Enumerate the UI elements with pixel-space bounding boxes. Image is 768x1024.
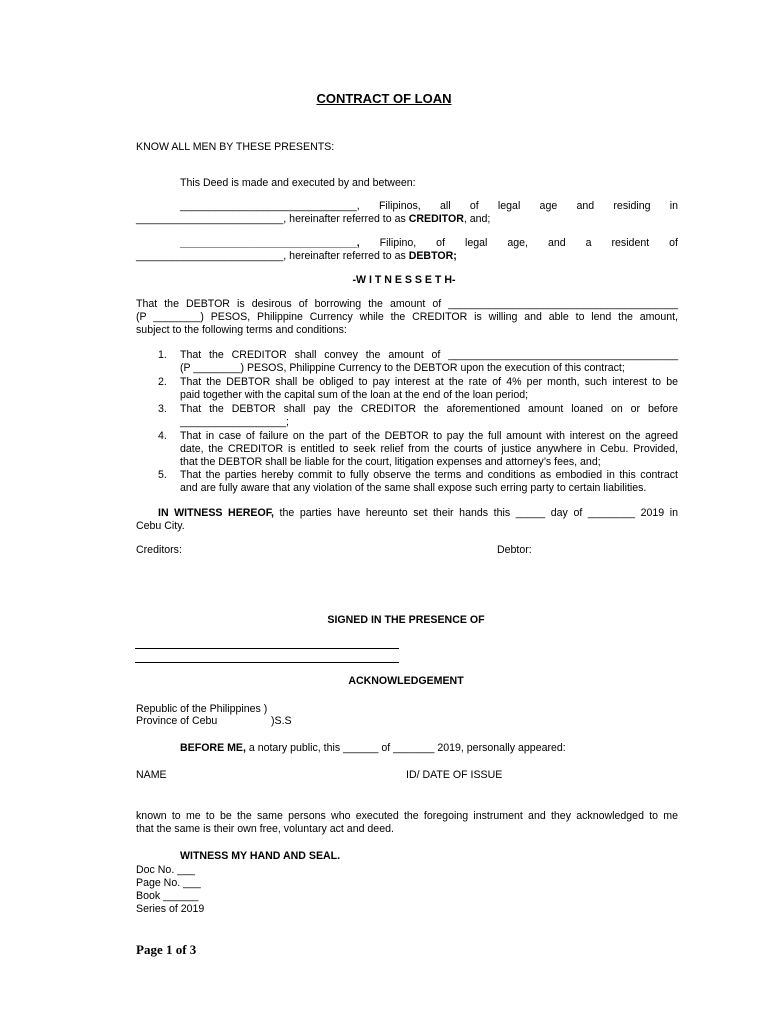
notary-doc-no: Doc No. ___ [136,864,195,876]
witness-signature-line [135,662,399,663]
venue-province: Province of Cebu [136,715,218,727]
notary-page-no: Page No. ___ [136,877,201,889]
paragraph-line-2: (P ________) PESOS, Philippine Currency while the CREDITOR is willing and able to lend the amount, [136,311,678,323]
term-3-line-2: __________________; [180,416,289,428]
term-number: 3. [158,403,167,415]
creditor-line-1: ______________________________, Filipinos, all of legal age and residing in [180,200,678,212]
term-4-line-2: date, the CREDITOR is entitled to seek relief from the courts of justice anywhere in Cebu. Provided, [180,443,678,455]
document-title: CONTRACT OF LOAN [316,91,452,106]
term-number: 4. [158,430,167,442]
venue-republic: Republic of the Philippines ) [136,703,268,715]
term-number: 1. [158,349,167,361]
witnesseth-heading: -W I T N E S S E T H- [352,274,456,286]
known-line-1: known to me to be the same persons who executed the foregoing instrument and they acknowledged to me [136,810,678,822]
witness-hereof-line-1: IN WITNESS HEREOF, the parties have hereunto set their hands this _____ day of ________ 2019 in [158,507,679,519]
venue-ss: )S.S [271,715,292,727]
witness-signature-line [135,648,399,649]
debtor-term: DEBTOR; [408,250,457,262]
term-1-line-2: (P ________) PESOS, Philippine Currency to the DEBTOR upon the execution of this contract; [180,362,625,374]
deed-statement: This Deed is made and executed by and between: [180,177,416,189]
term-2-line-2: paid together with the capital sum of the loan at the end of the loan period; [180,389,529,401]
known-line-2: that the same is their own free, voluntary act and deed. [136,823,394,835]
debtor-label: Debtor: [497,544,532,556]
term-2-line-1: That the DEBTOR shall be obliged to pay interest at the rate of 4% per month, such interest to be [180,376,678,388]
name-column-label: NAME [136,769,167,781]
witness-hereof-line-2: Cebu City. [136,520,185,532]
witness-hand-heading: WITNESS MY HAND AND SEAL. [180,850,341,862]
debtor-line-1: ______________________________, Filipino, of legal age, and a resident of [180,237,678,249]
notary-book: Book ______ [136,890,199,902]
creditor-line-2: _________________________, hereinafter referred to as CREDITOR, and; [136,213,491,225]
notary-series: Series of 2019 [136,903,205,915]
term-4-line-3: that the DEBTOR shall be liable for the court, litigation expenses and attorney’s fees, and; [180,456,601,468]
term-5-line-2: and are fully aware that any violation of the same shall expose such erring party to certain liabilities. [180,482,647,494]
creditor-term: CREDITOR [408,213,464,225]
term-5-line-1: That the parties hereby commit to fully observe the terms and conditions as embodied in this contract [180,469,678,481]
intro-heading: KNOW ALL MEN BY THESE PRESENTS: [136,141,335,153]
paragraph-line-3: subject to the following terms and conditions: [136,324,347,336]
page-number: Page 1 of 3 [136,942,197,957]
debtor-line-2: _________________________, hereinafter referred to as DEBTOR; [136,250,457,262]
signed-presence-heading: SIGNED IN THE PRESENCE OF [327,614,485,626]
id-column-label: ID/ DATE OF ISSUE [406,769,503,781]
term-4-line-1: That in case of failure on the part of the DEBTOR to pay the full amount with interest on the agreed [180,430,678,442]
term-number: 2. [158,376,167,388]
before-me-line: BEFORE ME, a notary public, this ______ of _______ 2019, personally appeared: [180,742,566,754]
term-3-line-1: That the DEBTOR shall pay the CREDITOR the aforementioned amount loaned on or before [180,403,678,415]
term-1-line-1: That the CREDITOR shall convey the amount of _______________________________________ [180,349,678,361]
term-number: 5. [158,469,167,481]
creditors-label: Creditors: [136,544,182,556]
acknowledgement-heading: ACKNOWLEDGEMENT [348,675,464,687]
paragraph-line-1: That the DEBTOR is desirous of borrowing the amount of _______________________________________ [136,298,678,310]
